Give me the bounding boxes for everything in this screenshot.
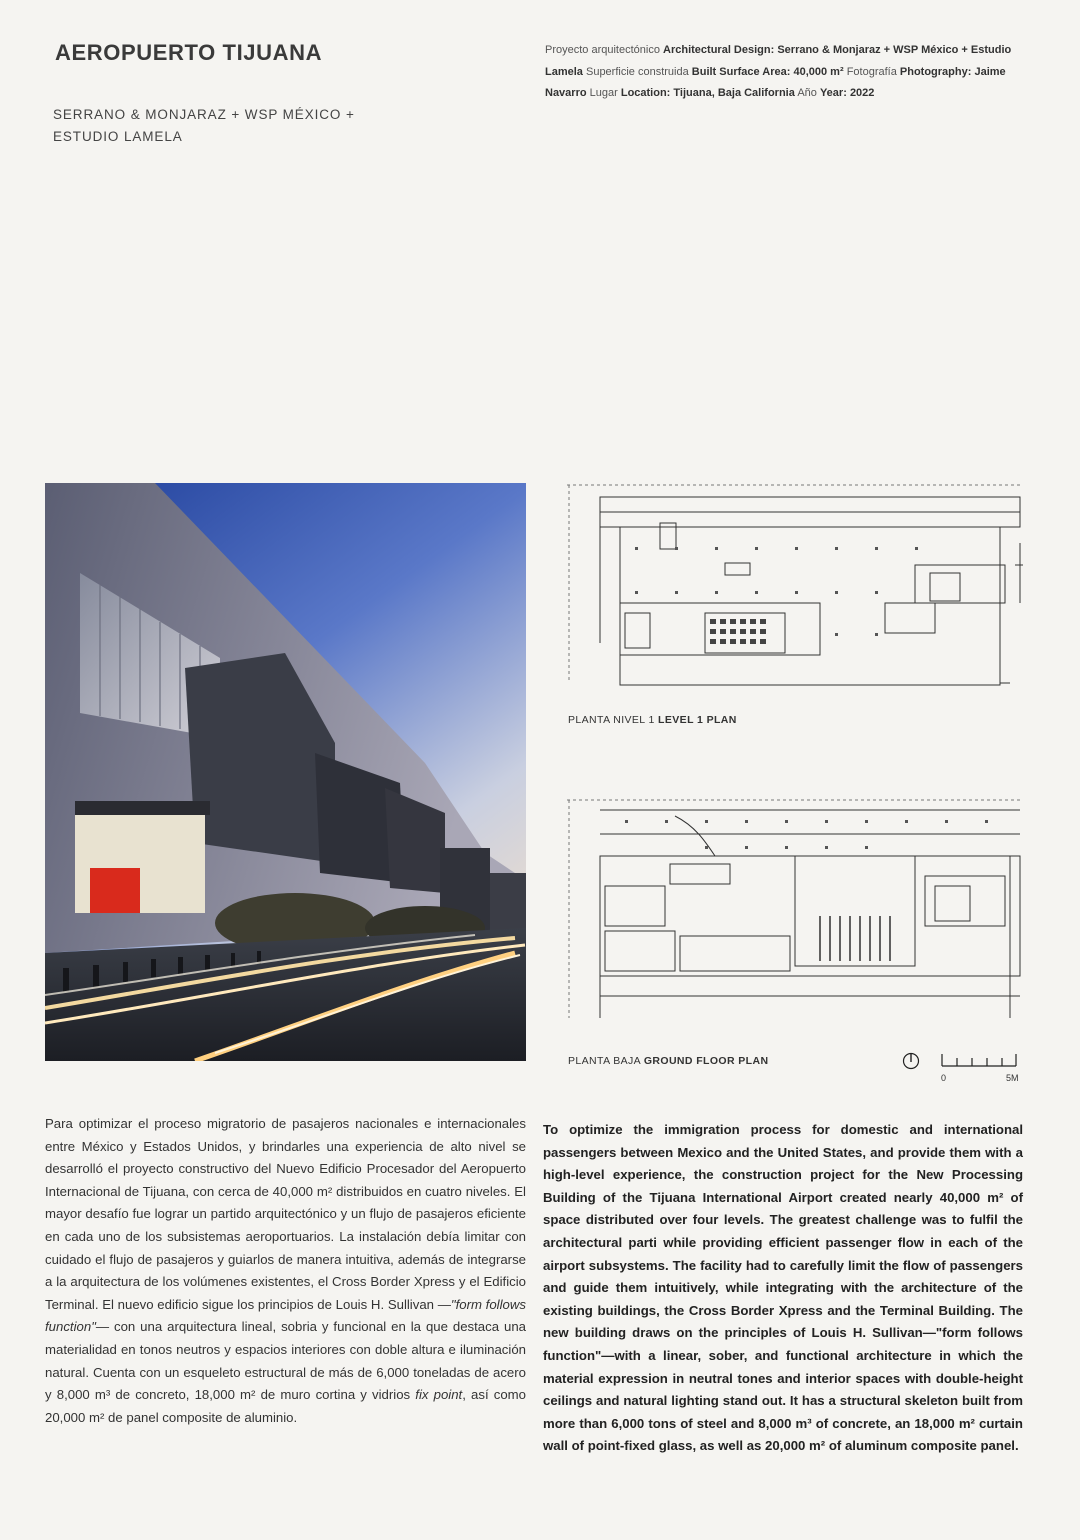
architects-subtitle xyxy=(53,104,413,148)
credit-label-en-photo: Photography: xyxy=(899,65,972,78)
credit-label-es-design: Proyecto arquitectónico xyxy=(545,44,660,56)
credit-value-location: Tijuana, Baja California xyxy=(673,87,795,99)
credit-label-en-location: Location: xyxy=(620,87,671,99)
ground-floor-plan xyxy=(565,796,1025,1022)
level-1-plan-caption xyxy=(568,714,737,726)
body-text-spanish xyxy=(45,1113,526,1429)
credit-value-area: 40,000 m² xyxy=(793,65,844,78)
project-credits xyxy=(545,40,1025,105)
body-es-quote: "form follows function" xyxy=(45,1296,526,1335)
level-1-caption-en: LEVEL 1 PLAN xyxy=(658,714,737,726)
level-1-caption-es: PLANTA NIVEL 1 xyxy=(568,714,655,726)
body-es-part-3: , así como 20,000 m² de panel composite de aluminio. xyxy=(45,1387,527,1425)
body-text-english: To optimize the immigration process for domestic and international passengers between Mexico and the United States, and provide them with a high-level experience, the construction project for the New Processing Building of the Tijuana International Airport created nearly 40,000 m² of space distributed over four levels. The greatest challenge was to fulfil the architectural parti while providing efficient passenger flow in each of the airport subsystems. The facility had to carefully limit the flow of passengers and guide them intuitively, while integrating with the architecture of the existing buildings, the Cross Border Xpress and the Terminal Building. The new building draws on the principles of Louis H. Sullivan—"form follows function"—with a linear, sober, and functional architecture in which the material expression in neutral tones and interior spaces with double-height ceilings and natural lighting stand out. It has a structural skeleton built from more than 6,000 tons of steel and 8,000 m³ of concrete, an 18,000 m² curtain wall of point-fixed glass, as well as 20,000 m² of aluminum composite panel. xyxy=(543,1122,1023,1454)
ground-floor-plan-caption xyxy=(568,1055,768,1067)
scale-start-label: 0 xyxy=(941,1073,947,1083)
credit-label-es-photo: Fotografía xyxy=(846,65,897,78)
body-es-fix-point: fix point xyxy=(415,1387,463,1403)
credit-label-es-area: Superficie construida xyxy=(585,65,689,78)
scale-bar-icon xyxy=(940,1052,1020,1075)
airport-exterior-photo xyxy=(45,483,526,1061)
credit-value-year: 2022 xyxy=(849,87,875,99)
body-es-part-1: Para optimizar el proceso migratorio de pasajeros nacionales e internacionales entre México y Estados Unidos, y brindarles una experiencia de alto nivel se desarrolló el proyecto constructivo del Nuevo Edificio Procesador del Aeropuerto Internacional de Tijuana, con cerca de 40,000 m² distribuidos en cuatro niveles. El mayor desafío fue lograr un partido arquitectónico y un flujo de pasajeros eficiente en cada uno de los subsistemas aeroportuarios. La instalación debía limitar con cuidado el flujo de pasajeros y guiarlos de manera intuitiva, además de integrarse a la arquitectura de los volúmenes existentes, el Cross Border Xpress y el Edificio Terminal. El nuevo edificio sigue los principios de Louis H. Sullivan — xyxy=(45,1116,526,1312)
level-1-floor-plan xyxy=(565,483,1025,689)
credit-label-es-year: Año xyxy=(797,87,817,99)
page-title: AEROPUERTO TIJUANA xyxy=(55,40,323,65)
north-arrow-icon xyxy=(902,1052,920,1075)
credit-value-photo: Jaime Navarro xyxy=(545,65,1006,99)
credit-label-en-area: Built Surface Area: xyxy=(691,65,791,78)
credit-label-en-design: Architectural Design: xyxy=(663,44,775,56)
ground-caption-en: GROUND FLOOR PLAN xyxy=(643,1055,769,1067)
subtitle-line-2: ESTUDIO LAMELA xyxy=(53,129,183,144)
body-es-part-2: — con una arquitectura lineal, sobria y funcional en la que destaca una materialidad en tonos neutros y espacios interiores con doble altura e iluminación natural. Cuenta con un esqueleto estructural de más de 6,000 toneladas de acero y 8,000 m³ de concreto, 18,000 m² de muro cortina y vidrios xyxy=(45,1319,526,1403)
subtitle-line-1: SERRANO & MONJARAZ + WSP MÉXICO + xyxy=(53,107,355,122)
scale-end-label: 5M xyxy=(1006,1073,1019,1083)
credit-label-en-year: Year: xyxy=(819,87,847,99)
credit-label-es-location: Lugar xyxy=(589,87,618,99)
credit-value-design: Serrano & Monjaraz + WSP México + Estudio Lamela xyxy=(545,44,1012,78)
ground-caption-es: PLANTA BAJA xyxy=(568,1055,641,1067)
